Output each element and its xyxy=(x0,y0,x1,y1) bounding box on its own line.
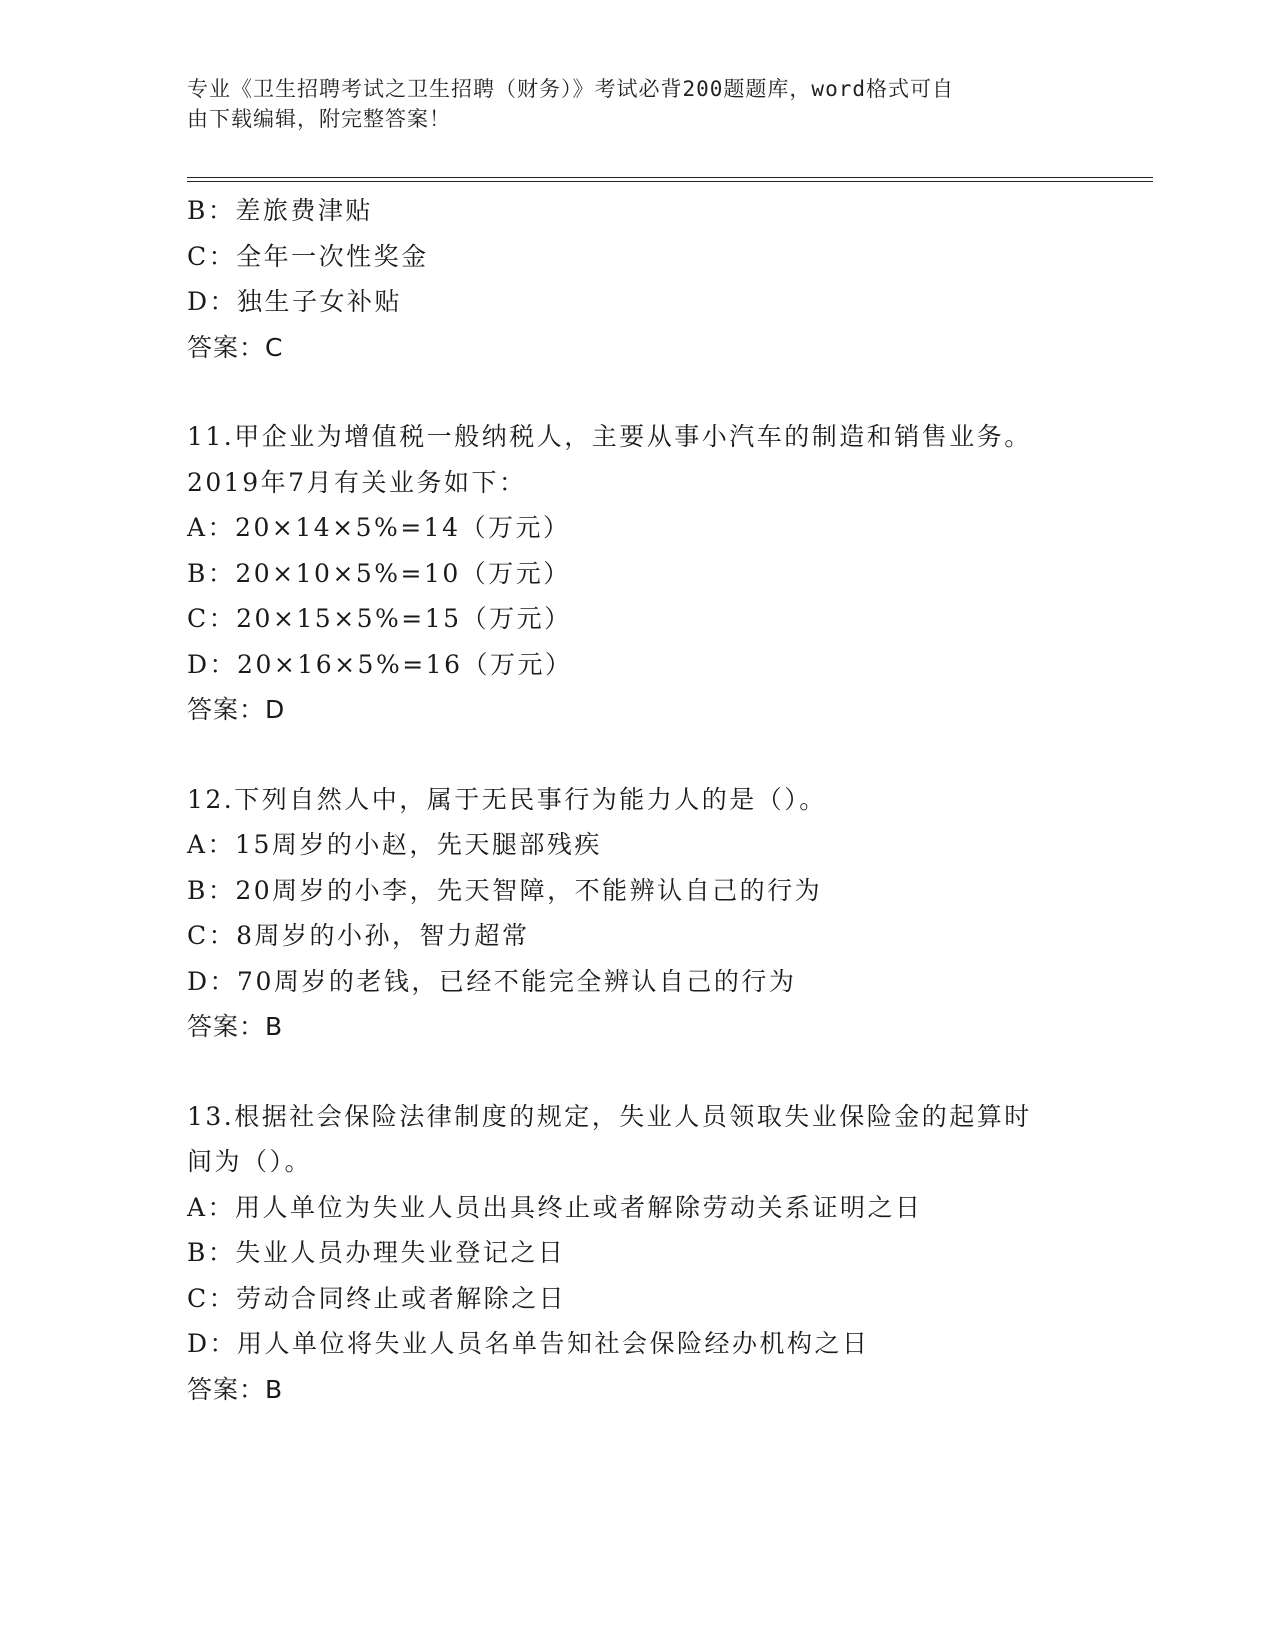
option-b: B：失业人员办理失业登记之日 xyxy=(187,1238,566,1267)
option-c: C：全年一次性奖金 xyxy=(187,241,429,271)
question-list xyxy=(187,188,1153,1412)
option-d: D：20×16×5%=16（万元） xyxy=(187,649,573,679)
option-b: B：20×10×5%=10（万元） xyxy=(187,558,571,588)
document-header xyxy=(187,74,1067,134)
answer: 答案：C xyxy=(187,332,284,362)
header-rule-bottom xyxy=(187,181,1153,182)
header-title-line-1: 专业《卫生招聘考试之卫生招聘（财务）》考试必背200题题库，word格式可自 xyxy=(187,77,954,101)
question-stem-line-2: 间为（）。 xyxy=(187,1147,313,1176)
question-13 xyxy=(187,1094,1153,1413)
option-a: A：用人单位为失业人员出具终止或者解除劳动关系证明之日 xyxy=(187,1192,923,1222)
question-stem-line-1: 11.甲企业为增值税一般纳税人，主要从事小汽车的制造和销售业务。 xyxy=(187,422,1032,451)
option-d: D：独生子女补贴 xyxy=(187,287,403,316)
question-stem-line-1: 12.下列自然人中，属于无民事行为能力人的是（）。 xyxy=(187,784,827,814)
option-d: D：70周岁的老钱，已经不能完全辨认自己的行为 xyxy=(187,966,797,996)
option-a: A：15周岁的小赵，先天腿部残疾 xyxy=(187,830,602,859)
header-rule-top xyxy=(187,177,1153,178)
question-stem-line-2: 2019年7月有关业务如下： xyxy=(187,467,527,497)
option-b: B：20周岁的小李，先天智障，不能辨认自己的行为 xyxy=(187,875,823,905)
question-12 xyxy=(187,777,1153,1050)
option-b: B：差旅费津贴 xyxy=(187,196,373,225)
header-title-line-2: 由下载编辑，附完整答案！ xyxy=(187,107,451,131)
option-c: C：8周岁的小孙，智力超常 xyxy=(187,921,530,950)
continued-question xyxy=(187,188,1153,370)
option-a: A：20×14×5%=14（万元） xyxy=(187,513,571,542)
option-d: D：用人单位将失业人员名单告知社会保险经办机构之日 xyxy=(187,1329,870,1358)
option-c: C：劳动合同终止或者解除之日 xyxy=(187,1283,567,1313)
answer: 答案：B xyxy=(187,1012,284,1041)
question-stem-line-1: 13.根据社会保险法律制度的规定，失业人员领取失业保险金的起算时 xyxy=(187,1101,1032,1131)
answer: 答案：D xyxy=(187,695,286,724)
question-11 xyxy=(187,414,1153,733)
option-c: C：20×15×5%=15（万元） xyxy=(187,604,572,633)
answer: 答案：B xyxy=(187,1374,284,1404)
